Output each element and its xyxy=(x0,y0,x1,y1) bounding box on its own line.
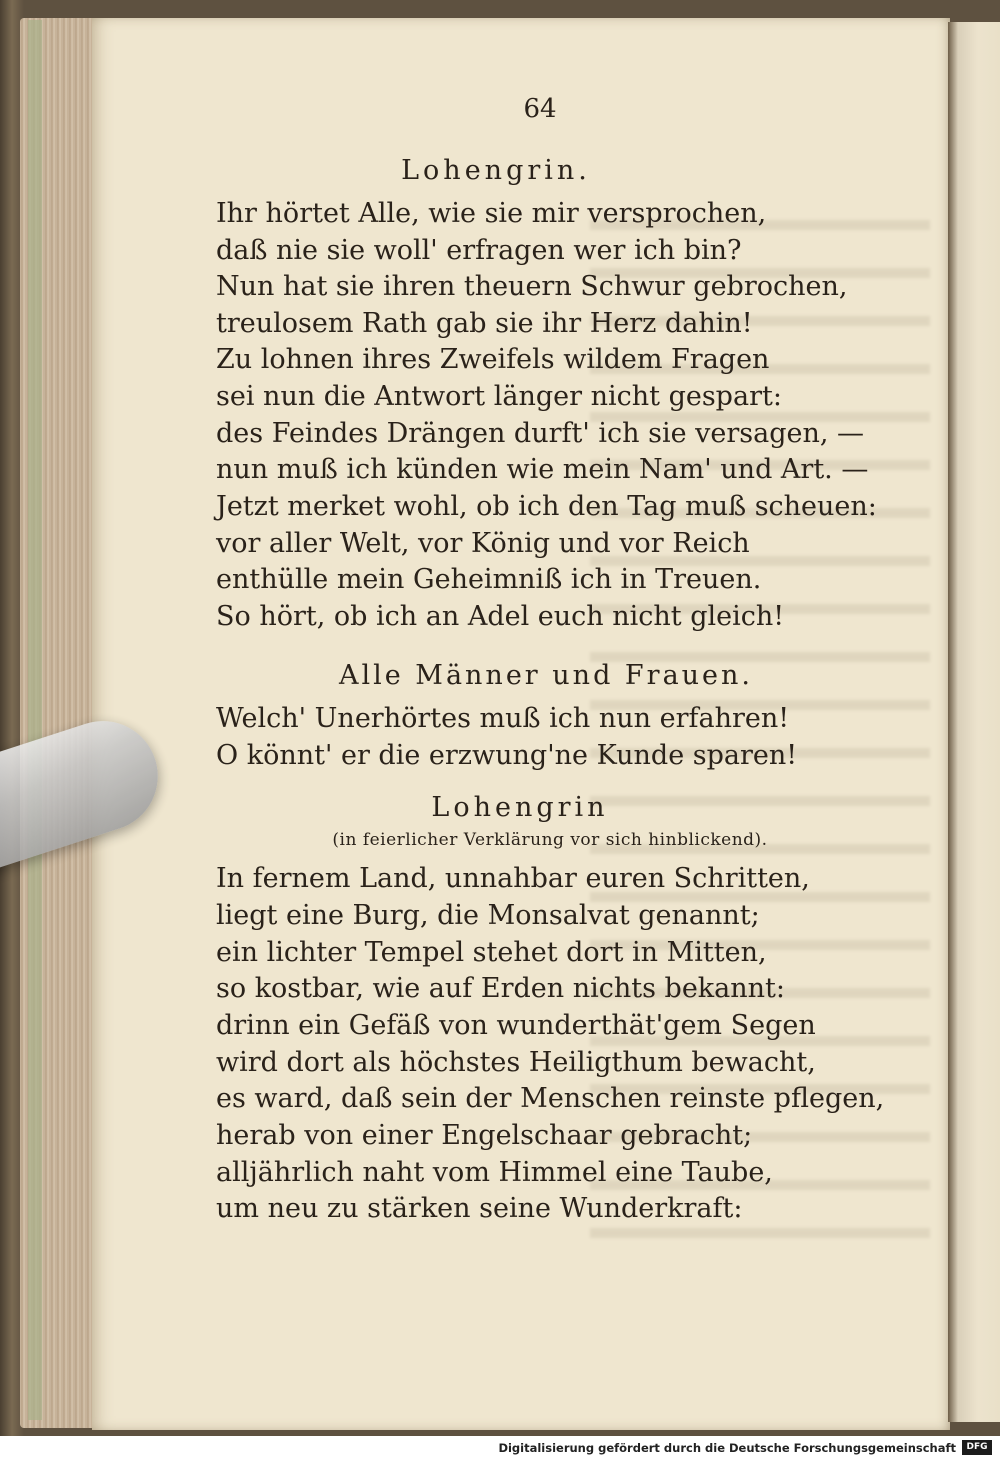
verse-line: des Feindes Drängen durft' ich sie versagen, — xyxy=(216,418,865,449)
verse-line: nun muß ich künden wie mein Nam' und Art. — xyxy=(216,454,869,485)
verse-line: Zu lohnen ihres Zweifels wildem Fragen xyxy=(216,344,770,375)
verse-line: Nun hat sie ihren theuern Schwur gebrochen, xyxy=(216,271,848,302)
book-edge-stain xyxy=(28,20,42,1420)
speaker-heading: Alle Männer und Frauen. xyxy=(338,660,754,691)
verse-line: ein lichter Tempel stehet dort in Mitten, xyxy=(216,937,767,968)
verse-line: herab von einer Engelschaar gebracht; xyxy=(216,1120,753,1151)
verse-line: Ihr hörtet Alle, wie sie mir versprochen, xyxy=(216,198,767,229)
page-number: 64 xyxy=(523,94,557,124)
verse-line: wird dort als höchstes Heiligthum bewacht, xyxy=(216,1047,816,1078)
verse-line: enthülle mein Geheimniß ich in Treuen. xyxy=(216,564,762,595)
verse-line: es ward, daß sein der Menschen reinste pflegen, xyxy=(216,1083,885,1114)
verse-line: drinn ein Gefäß von wunderthät'gem Segen xyxy=(216,1010,816,1041)
facing-page-edge xyxy=(948,22,1000,1422)
verse-line: daß nie sie woll' erfragen wer ich bin? xyxy=(216,235,742,266)
verse-line: treulosem Rath gab sie ihr Herz dahin! xyxy=(216,308,753,339)
dfg-logo: DFG xyxy=(962,1440,992,1455)
verse-line: So hört, ob ich an Adel euch nicht gleich! xyxy=(216,601,785,632)
funding-credit: Digitalisierung gefördert durch die Deutsche Forschungsgemeinschaft xyxy=(498,1441,956,1455)
verse-line: alljährlich naht vom Himmel eine Taube, xyxy=(216,1157,773,1188)
verse-line: um neu zu stärken seine Wunderkraft: xyxy=(216,1193,743,1224)
verse-line: Jetzt merket wohl, ob ich den Tag muß scheuen: xyxy=(216,491,877,522)
verse-line: In fernem Land, unnahbar euren Schritten, xyxy=(216,863,810,894)
verse-line: so kostbar, wie auf Erden nichts bekannt: xyxy=(216,973,785,1004)
stage-direction: (in feierlicher Verklärung vor sich hinblickend). xyxy=(332,830,768,850)
speaker-heading: Lohengrin xyxy=(431,792,609,823)
verse-line: vor aller Welt, vor König und vor Reich xyxy=(216,528,750,559)
verse-line: liegt eine Burg, die Monsalvat genannt; xyxy=(216,900,760,931)
speaker-heading: Lohengrin. xyxy=(401,155,591,186)
verse-line: O könnt' er die erzwung'ne Kunde sparen! xyxy=(216,740,798,771)
verse-line: sei nun die Antwort länger nicht gespart: xyxy=(216,381,782,412)
verse-line: Welch' Unerhörtes muß ich nun erfahren! xyxy=(216,703,790,734)
